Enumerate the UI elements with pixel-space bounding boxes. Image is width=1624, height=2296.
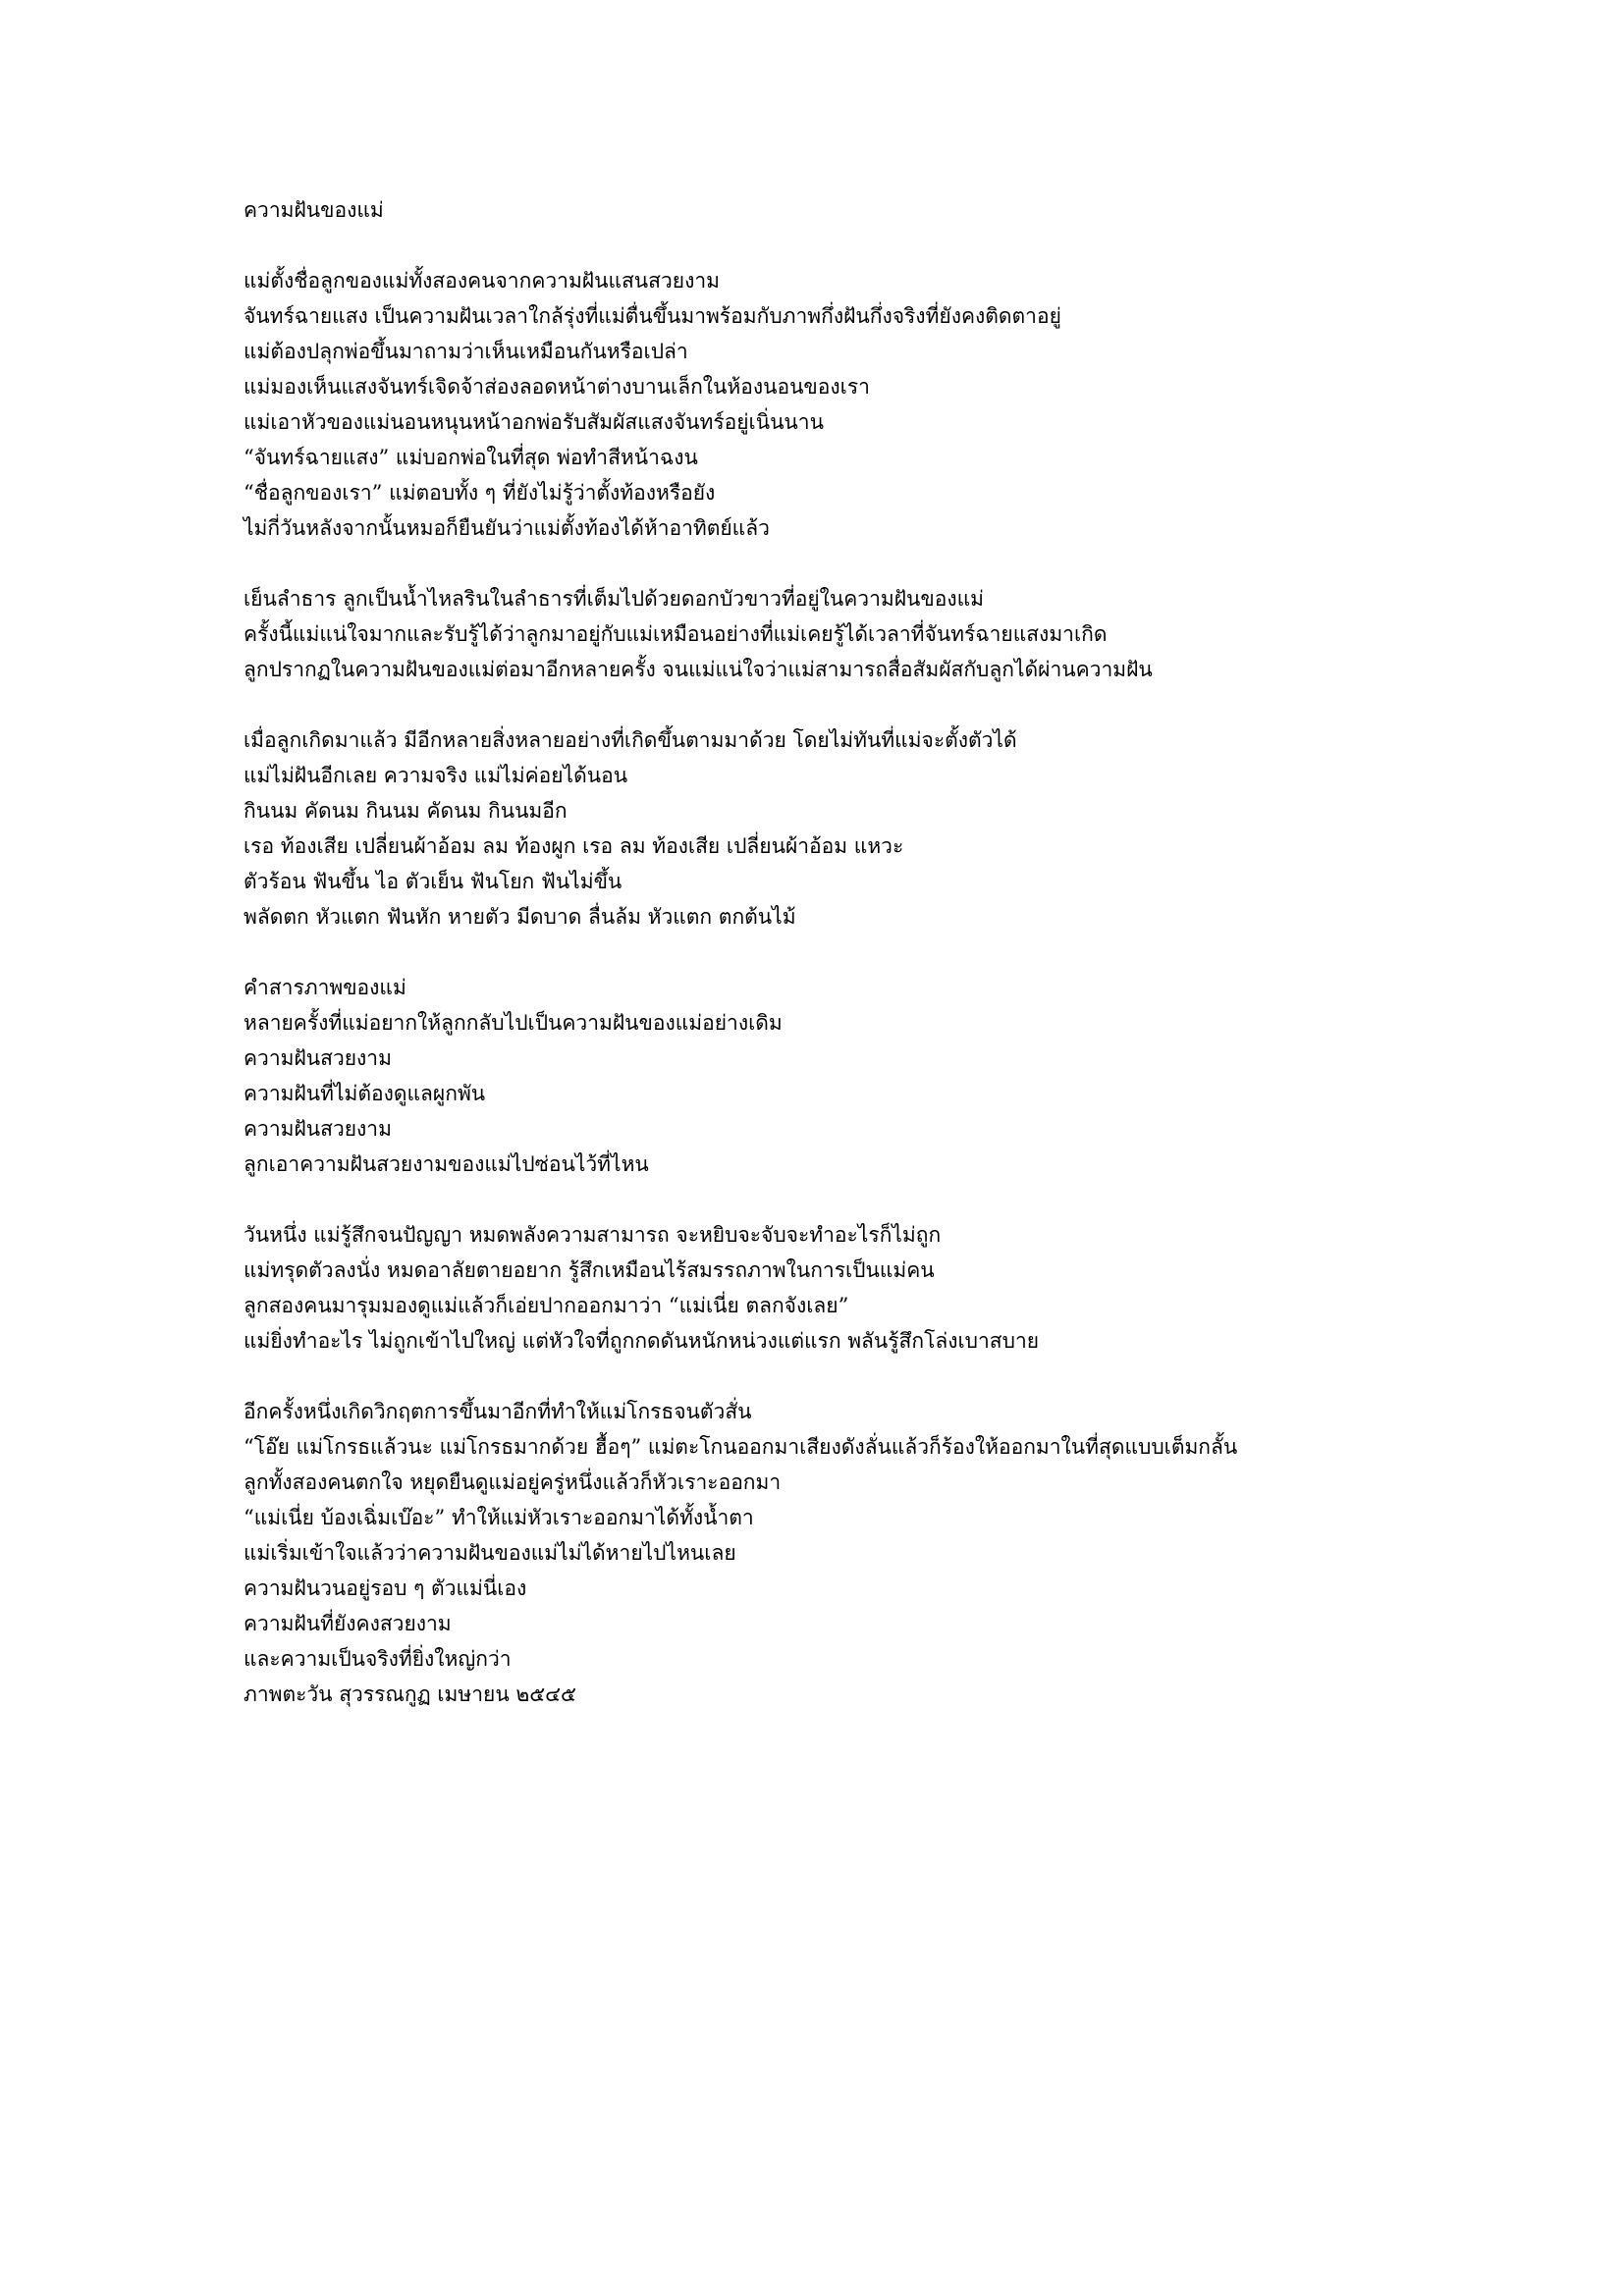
text-line: แม่ยิ่งทำอะไร ไม่ถูกเข้าไปใหญ่ แต่หัวใจที่ถูกกดดันหนักหน่วงแต่แรก พลันรู้สึกโล่งเบาสบาย [244, 1329, 1040, 1353]
stanza-1 [244, 263, 1510, 546]
text-line: แม่มองเห็นแสงจันทร์เจิดจ้าส่องลอดหน้าต่างบานเล็กในห้องนอนของเรา [244, 375, 870, 399]
stanza-4 [244, 970, 1510, 1182]
text-line: ตัวร้อน ฟันขึ้น ไอ ตัวเย็น ฟันโยก ฟันไม่ขึ้น [244, 870, 623, 893]
text-line: เรอ ท้องเสีย เปลี่ยนผ้าอ้อม ลม ท้องผูก เรอ ลม ท้องเสีย เปลี่ยนผ้าอ้อม แหวะ [244, 834, 904, 858]
text-line: คำสารภาพของแม่ [244, 976, 406, 999]
text-line: อีกครั้งหนึ่งเกิดวิกฤตการขึ้นมาอีกที่ทำให้แม่โกรธจนตัวสั่น [244, 1400, 752, 1423]
text-line: แม่ต้องปลุกพ่อขึ้นมาถามว่าเห็นเหมือนกันหรือเปล่า [244, 340, 688, 363]
stanza-6 [244, 1394, 1510, 1712]
text-line: ลูกทั้งสองคนตกใจ หยุดยืนดูแม่อยู่ครู่หนึ่งแล้วก็หัวเราะออกมา [244, 1470, 782, 1494]
text-line: กินนม คัดนม กินนม คัดนม กินนมอีก [244, 799, 568, 823]
author-signature: ภาพตะวัน สุวรรณกูฏ เมษายน ๒๕๔๕ [244, 1682, 576, 1706]
text-line: “แม่เนี่ย บ้องเฉิ่มเบ๊อะ” ทำให้แม่หัวเราะออกมาได้ทั้งน้ำตา [244, 1506, 754, 1529]
text-line: แม่ตั้งชื่อลูกของแม่ทั้งสองคนจากความฝันแสนสวยงาม [244, 269, 720, 293]
stanza-5 [244, 1217, 1510, 1359]
text-line: ความฝันที่ยังคงสวยงาม [244, 1612, 452, 1635]
text-line: วันหนึ่ง แม่รู้สึกจนปัญญา หมดพลังความสามารถ จะหยิบจะจับจะทำอะไรก็ไม่ถูก [244, 1223, 942, 1247]
text-line: ความฝันสวยงาม [244, 1117, 392, 1141]
text-line: “โอ๊ย แม่โกรธแล้วนะ แม่โกรธมากด้วย ฮื้อๆ” แม่ตะโกนออกมาเสียงดังลั่นแล้วก็ร้องให้ออกมาในที่สุดแบบเต็มกลั้น [244, 1435, 1238, 1459]
text-line: “ชื่อลูกของเรา” แม่ตอบทั้ง ๆ ที่ยังไม่รู้ว่าตั้งท้องหรือยัง [244, 481, 716, 505]
text-line: ครั้งนี้แม่แน่ใจมากและรับรู้ได้ว่าลูกมาอยู่กับแม่เหมือนอย่างที่แม่เคยรู้ได้เวลาที่จันทร์ฉายแสงมาเกิด [244, 622, 1108, 646]
text-line: ไม่กี่วันหลังจากนั้นหมอก็ยืนยันว่าแม่ตั้งท้องได้ห้าอาทิตย์แล้ว [244, 516, 770, 540]
text-line: หลายครั้งที่แม่อยากให้ลูกกลับไปเป็นความฝันของแม่อย่างเดิม [244, 1011, 783, 1035]
document-text-column [244, 192, 1510, 1712]
text-line: “จันทร์ฉายแสง” แม่บอกพ่อในที่สุด พ่อทำสีหน้าฉงน [244, 446, 698, 469]
page-title: ความฝันของแม่ [244, 198, 384, 222]
text-line: ลูกปรากฏในความฝันของแม่ต่อมาอีกหลายครั้ง จนแม่แน่ใจว่าแม่สามารถสื่อสัมผัสกับลูกได้ผ่านความฝัน [244, 658, 1153, 681]
text-line: แม่เอาหัวของแม่นอนหนุนหน้าอกพ่อรับสัมผัสแสงจันทร์อยู่เนิ่นนาน [244, 410, 824, 434]
stanza-2 [244, 581, 1510, 687]
text-line: ลูกสองคนมารุมมองดูแม่แล้วก็เอ่ยปากออกมาว่า “แม่เนี่ย ตลกจังเลย” [244, 1294, 849, 1317]
text-line: และความเป็นจริงที่ยิ่งใหญ่กว่า [244, 1647, 512, 1671]
text-line: พลัดตก หัวแตก ฟันหัก หายตัว มีดบาด ลื่นล้ม หัวแตก ตกต้นไม้ [244, 905, 796, 929]
text-line: ความฝันวนอยู่รอบ ๆ ตัวแม่นี่เอง [244, 1576, 527, 1600]
text-line: ความฝันสวยงาม [244, 1046, 392, 1070]
text-line: แม่ทรุดตัวลงนั่ง หมดอาลัยตายอยาก รู้สึกเหมือนไร้สมรรถภาพในการเป็นแม่คน [244, 1258, 935, 1282]
text-line: ลูกเอาความฝันสวยงามของแม่ไปซ่อนไว้ที่ไหน [244, 1152, 649, 1176]
stanza-3 [244, 722, 1510, 934]
text-line: จันทร์ฉายแสง เป็นความฝันเวลาใกล้รุ่งที่แม่ตื่นขึ้นมาพร้อมกับภาพกึ่งฝันกึ่งจริงที่ยังคงติดตาอยู่ [244, 304, 1061, 328]
text-line: เมื่อลูกเกิดมาแล้ว มีอีกหลายสิ่งหลายอย่างที่เกิดขึ้นตามมาด้วย โดยไม่ทันที่แม่จะตั้งตัวได้ [244, 728, 1017, 752]
text-line: ความฝันที่ไม่ต้องดูแลผูกพัน [244, 1082, 486, 1105]
text-line: เย็นลำธาร ลูกเป็นน้ำไหลรินในลำธารที่เต็มไปด้วยดอกบัวขาวที่อยู่ในความฝันของแม่ [244, 587, 984, 611]
text-line: แม่เริ่มเข้าใจแล้วว่าความฝันของแม่ไม่ได้หายไปไหนเลย [244, 1541, 736, 1565]
text-line: แม่ไม่ฝันอีกเลย ความจริง แม่ไม่ค่อยได้นอน [244, 764, 628, 787]
